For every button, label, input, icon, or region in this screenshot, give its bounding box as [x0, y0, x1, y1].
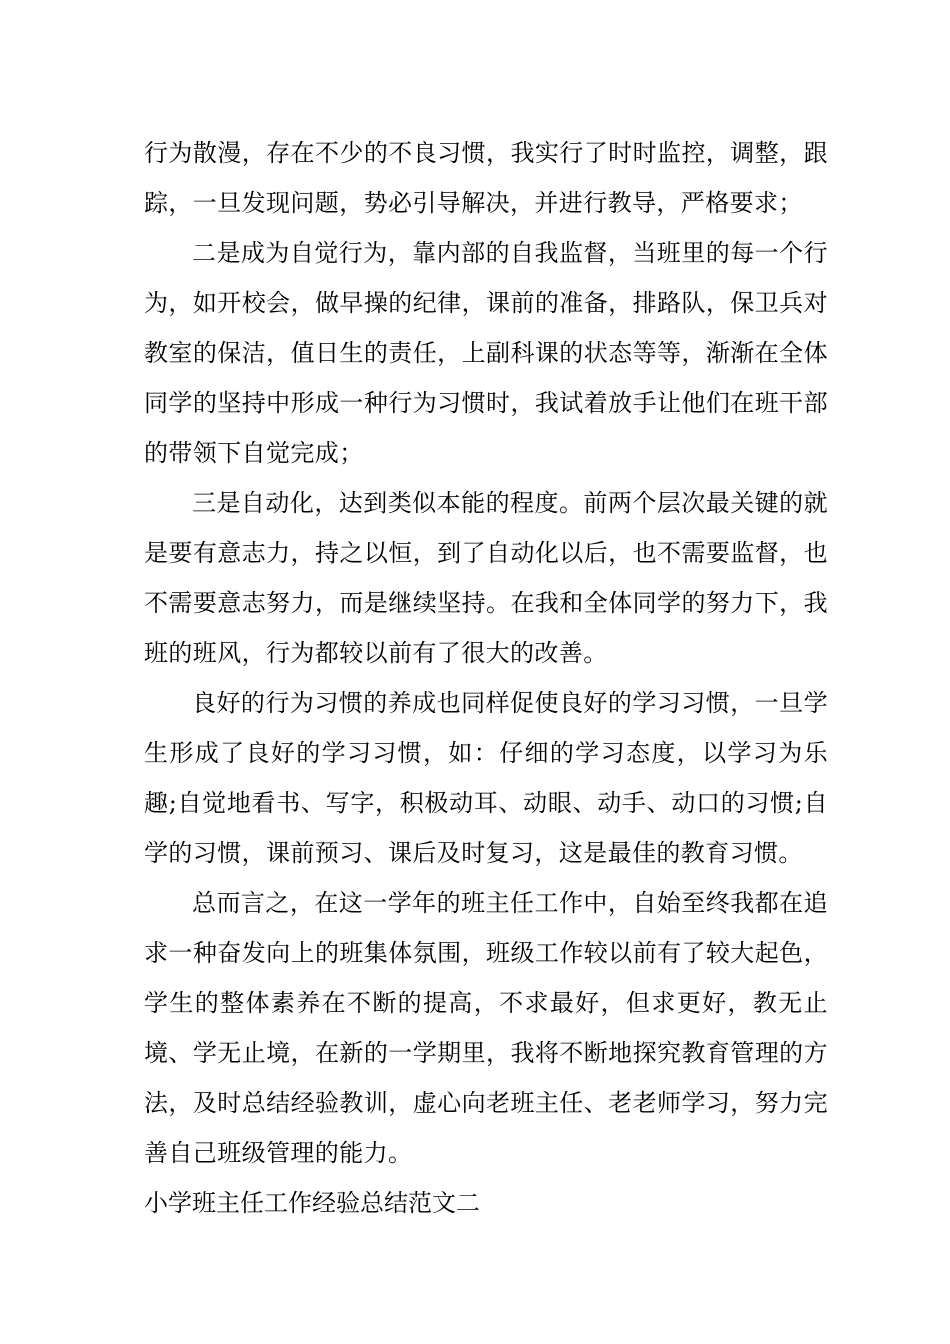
paragraph-2: 二是成为自觉行为，靠内部的自我监督，当班里的每一个行为，如开校会，做早操的纪律，课前的准备，排路队，保卫兵对教室的保洁，值日生的责任，上副科课的状态等等，渐渐在全体同学的坚持中形成一种行为习惯时，我试着放手让他们在班干部的带领下自觉完成； — [144, 239, 828, 467]
paragraph-3: 三是自动化，达到类似本能的程度。前两个层次最关键的就是要有意志力，持之以恒，到了自动化以后，也不需要监督，也不需要意志努力，而是继续坚持。在我和全体同学的努力下，我班的班风，行为都较以前有了很大的改善。 — [144, 489, 828, 667]
section-heading: 小学班主任工作经验总结范文二 — [144, 1189, 480, 1217]
paragraph-5: 总而言之，在这一学年的班主任工作中，自始至终我都在追求一种奋发向上的班集体氛围，班级工作较以前有了较大起色，学生的整体素养在不断的提高，不求最好，但求更好，教无止境、学无止境，在新的一学期里，我将不断地探究教育管理的方法，及时总结经验教训，虚心向老班主任、老老师学习，努力完善自己班级管理的能力。 — [144, 889, 828, 1167]
paragraph-1: 行为散漫，存在不少的不良习惯，我实行了时时监控，调整，跟踪，一旦发现问题，势必引导解决，并进行教导，严格要求； — [144, 139, 828, 217]
document-page — [144, 128, 828, 1228]
paragraph-4: 良好的行为习惯的养成也同样促使良好的学习习惯，一旦学生形成了良好的学习习惯，如：仔细的学习态度，以学习为乐趣;自觉地看书、写字，积极动耳、动眼、动手、动口的习惯;自学的习惯，课前预习、课后及时复习，这是最佳的教育习惯。 — [144, 689, 828, 867]
